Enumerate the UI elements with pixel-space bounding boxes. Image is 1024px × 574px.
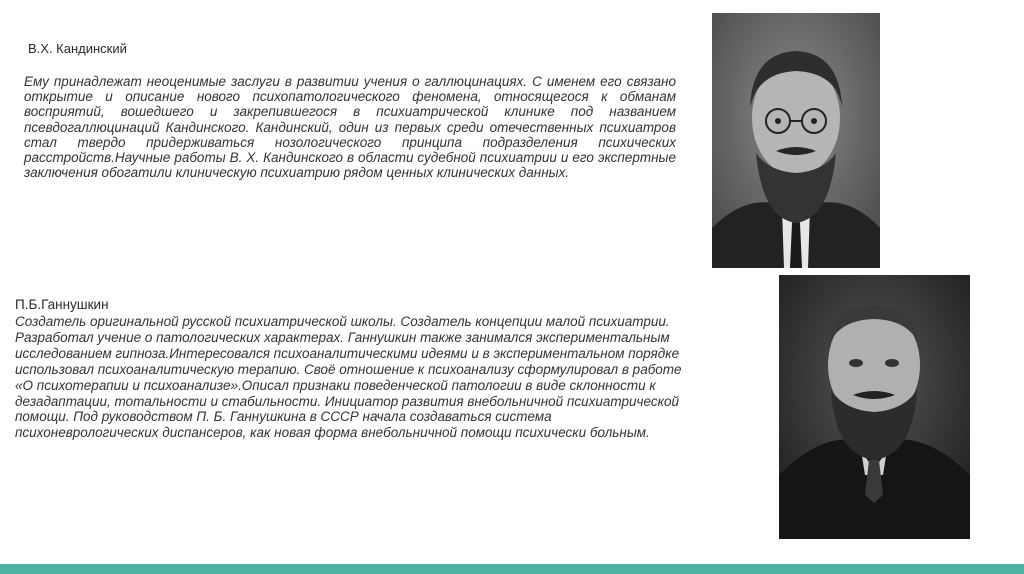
kandinsky-name: В.Х. Кандинский <box>28 41 127 56</box>
bottom-accent-bar <box>0 564 1024 574</box>
gannushkin-name: П.Б.Ганнушкин <box>15 297 109 312</box>
gannushkin-description: Создатель оригинальной русской психиатрической школы. Создатель концепции малой психиатрии. Разработал учение о патологических характерах. Ганнушкин также занимался экспериментальным исследованием гипноза.Интересовался психоаналитическими идеями и в экспериментальном порядке использовал психоаналитическую терапию. Своё отношение к психоанализу сформулировал в работе «О психотерапии и психоанализе».Описал признаки поведенческой патологии в виде склонности к дезадаптации, тотальности и стабильности. Инициатор развития внебольничной психиатрической помощи. Под руководством П. Б. Ганнушкина в СССР начала создаваться система психоневрологических диспансеров, как новая форма внебольничной помощи психически больным. <box>15 314 682 441</box>
kandinsky-description: Ему принадлежат неоценимые заслуги в развитии учения о галлюцинациях. С именем его связано открытие и описание нового психопатологического феномена, относящегося к обманам восприятий, вошедшего и закрепившегося в психиатрической клинике под названием псевдогаллюцинаций Кандинского. Кандинский, один из первых среди отечественных психиатров стал твердо придерживаться нозологического принципа подразделения психических расстройств.Научные работы В. Х. Кандинского в области судебной психиатрии и его экспертные заключения обогатили клиническую психиатрию рядом ценных клинических данных. <box>24 74 676 181</box>
kandinsky-portrait <box>712 13 880 268</box>
gannushkin-portrait <box>779 275 970 539</box>
